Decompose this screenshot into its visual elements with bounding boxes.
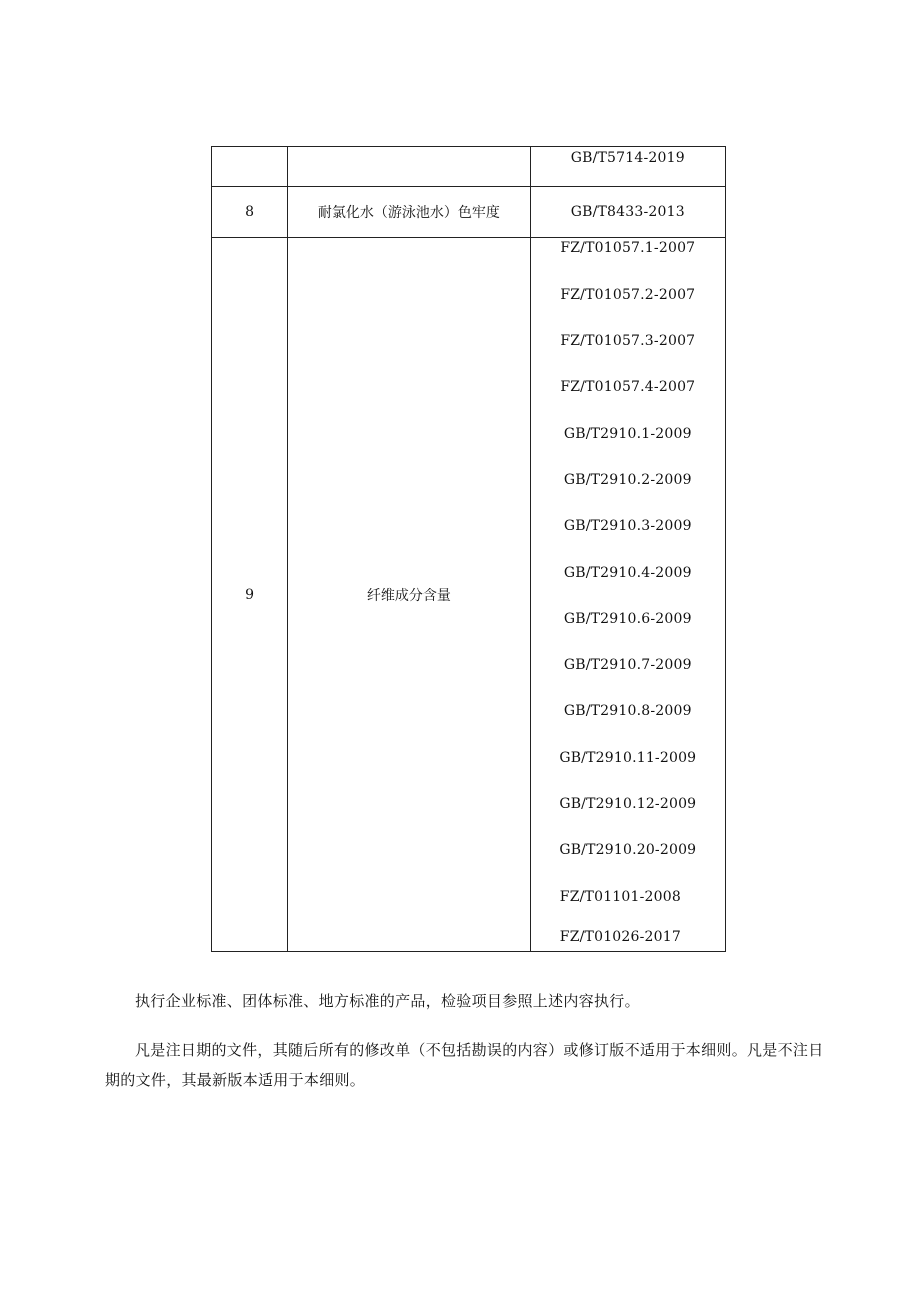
standard-list-cell [530, 238, 725, 952]
standard-code: GB/T2910.2-2009 [563, 472, 692, 488]
body-paragraph: 凡是注日期的文件，其随后所有的修改单（不包括勘误的内容）或修订版不适用于本细则。凡是不注日期的文件，其最新版本适用于本细则。 [105, 1041, 824, 1089]
item-name-cell [288, 147, 530, 187]
item-name-cell: 纤维成分含量 [288, 238, 530, 952]
item-name-cell: 耐氯化水（游泳池水）色牢度 [288, 187, 530, 238]
standard-code: FZ/T01101-2008 [559, 889, 681, 905]
standard-code: GB/T2910.11-2009 [559, 750, 697, 766]
standard-code: GB/T2910.12-2009 [559, 796, 697, 812]
item-number-cell [212, 147, 288, 187]
table-row [212, 147, 726, 187]
item-number-cell: 9 [212, 238, 288, 952]
standard-code: GB/T2910.7-2009 [563, 657, 692, 673]
standard-code: FZ/T01057.3-2007 [560, 333, 696, 349]
table-row [212, 187, 726, 238]
standard-code: GB/T2910.8-2009 [563, 703, 692, 719]
standard-code: GB/T2910.6-2009 [563, 611, 692, 627]
standard-code: GB/T2910.4-2009 [563, 565, 692, 581]
standard-code: FZ/T01026-2017 [559, 929, 681, 945]
standard-code: GB/T8433-2013 [570, 204, 685, 220]
inspection-standards-table [211, 146, 726, 952]
standard-list [531, 238, 725, 951]
standard-code: GB/T5714-2019 [570, 150, 685, 166]
standard-code: FZ/T01057.2-2007 [560, 287, 696, 303]
standard-code: GB/T2910.20-2009 [559, 842, 697, 858]
standard-cell [530, 147, 725, 187]
standard-code: FZ/T01057.1-2007 [560, 240, 696, 256]
table-row [212, 238, 726, 952]
standard-code: GB/T2910.3-2009 [563, 518, 692, 534]
item-number-cell: 8 [212, 187, 288, 238]
standard-cell [530, 187, 725, 238]
body-paragraph: 执行企业标准、团体标准、地方标准的产品，检验项目参照上述内容执行。 [135, 992, 640, 1010]
standard-code: GB/T2910.1-2009 [563, 426, 692, 442]
standard-code: FZ/T01057.4-2007 [560, 379, 696, 395]
